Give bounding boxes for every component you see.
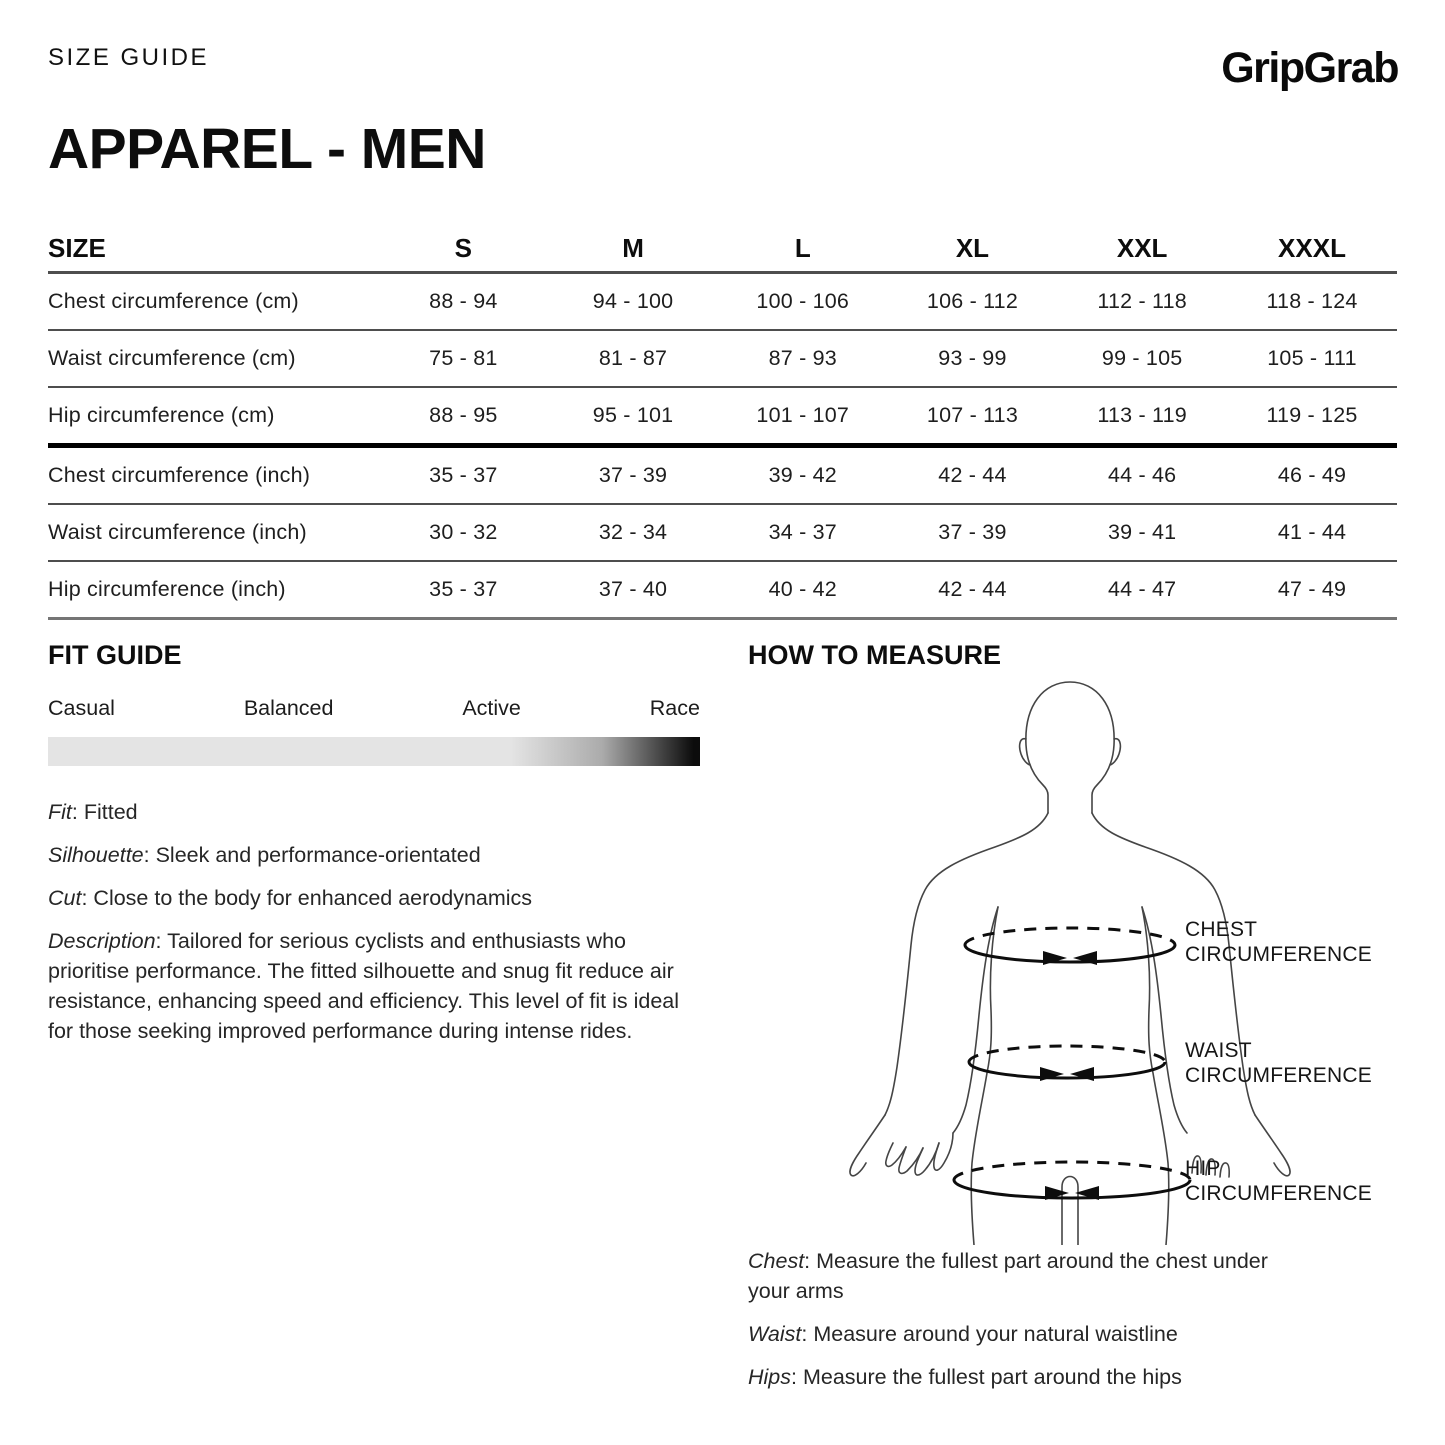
diagram-label-line: CHEST [1185,918,1258,941]
page-title: APPAREL - MEN [48,117,486,181]
attribute-text: Tailored for serious cyclists and enthusiasts who prioritise performance. The fitted silhouette and snug fit reduce air resistance, enhancing speed and efficiency. This level of fit is ideal for those seeking improved performance during intense rides. [48,929,680,1043]
fit-attribute-fit [48,797,706,827]
attribute-label: Cut [48,886,82,910]
cell-value: 88 - 94 [429,289,498,313]
instruction-label: Waist [748,1322,802,1346]
instruction-text: Measure the fullest part around the hips [802,1365,1182,1389]
table-row-waist-cm [48,330,1397,387]
page-eyebrow: SIZE GUIDE [48,44,210,71]
attribute-text: Close to the body for enhanced aerodynamics [93,886,533,910]
cell-value: 39 - 42 [768,463,837,487]
row-label: Chest circumference (cm) [48,289,299,313]
table-row-chest-inch [48,446,1397,505]
fit-scale-labels [48,696,700,721]
diagram-label-line: CIRCUMFERENCE [1185,1181,1372,1205]
cell-value: 39 - 41 [1107,520,1177,544]
fit-scale-label-active: Active [462,696,521,720]
table-row-waist-inch [48,504,1397,561]
attribute-separator: : [71,800,84,824]
cell-value: 30 - 32 [429,520,498,544]
cell-value: 106 - 112 [926,289,1018,313]
waist-ellipse-dashed-arc [969,1046,1165,1062]
attribute-text: Fitted [83,800,138,824]
fit-scale-label-casual: Casual [48,696,115,720]
instruction-hips [748,1362,1296,1392]
size-table-header-row [48,225,1397,273]
cell-value: 44 - 47 [1107,577,1177,601]
size-table-header-label: SIZE [48,232,106,263]
cell-value: 42 - 44 [938,577,1007,601]
cell-value: 107 - 113 [926,403,1018,427]
instruction-label: Hips [748,1365,792,1389]
chest-measure-ellipse [965,928,1175,965]
attribute-label: Description [48,929,156,953]
cell-value: 105 - 111 [1267,346,1357,370]
diagram-label-hip [1185,1157,1415,1206]
cell-value: 87 - 93 [768,346,837,370]
chest-ellipse-dashed-arc [965,928,1175,945]
table-row-hip-inch [48,561,1397,619]
attribute-separator: : [143,843,156,867]
cell-value: 46 - 49 [1277,463,1347,487]
cell-value: 37 - 39 [598,463,668,487]
chest-ellipse-solid-arc [965,945,1175,962]
fit-attribute-cut [48,883,706,913]
fit-attributes [48,797,706,1059]
cell-value: 35 - 37 [429,463,498,487]
instruction-separator: : [804,1249,817,1273]
cell-value: 34 - 37 [768,520,837,544]
cell-value: 40 - 42 [768,577,837,601]
cell-value: 35 - 37 [429,577,498,601]
size-column-header-m: M [622,232,644,263]
row-label: Hip circumference (inch) [48,577,286,601]
instruction-text: Measure around your natural waistline [813,1322,1178,1346]
size-column-header-xl: XL [955,232,990,263]
row-label: Hip circumference (cm) [48,403,275,427]
fit-guide-title: FIT GUIDE [48,640,182,670]
table-row-chest-cm [48,273,1397,331]
instruction-text: Measure the fullest part around the chest under your arms [748,1249,1268,1303]
attribute-label: Fit [48,800,72,824]
size-column-header-l: L [794,232,811,263]
cell-value: 37 - 39 [938,520,1007,544]
instruction-label: Chest [748,1249,805,1273]
cell-value: 32 - 34 [598,520,668,544]
row-label: Chest circumference (inch) [48,463,311,487]
attribute-separator: : [81,886,94,910]
cell-value: 112 - 118 [1097,289,1187,313]
cell-value: 44 - 46 [1107,463,1177,487]
attribute-text: Sleek and performance-orientated [155,843,481,867]
diagram-label-line: WAIST [1185,1039,1252,1062]
diagram-label-line: CIRCUMFERENCE [1185,1063,1372,1087]
cell-value: 81 - 87 [598,346,668,370]
size-column-header-xxxl: XXXL [1278,232,1346,263]
attribute-label: Silhouette [48,843,144,867]
fit-scale-label-race: Race [649,696,700,720]
fit-scale-gradient-bar [48,737,700,766]
cell-value: 41 - 44 [1277,520,1347,544]
cell-value: 113 - 119 [1097,403,1187,427]
fit-scale-label-balanced: Balanced [243,696,334,720]
diagram-label-chest [1185,918,1415,967]
instruction-separator: : [801,1322,814,1346]
cell-value: 118 - 124 [1266,289,1358,313]
brand-logo: GripGrab [1221,44,1398,92]
instruction-separator: : [791,1365,803,1389]
row-label: Waist circumference (cm) [48,346,296,370]
fit-attribute-silhouette [48,840,706,870]
cell-value: 99 - 105 [1101,346,1183,370]
cell-value: 75 - 81 [429,346,498,370]
waist-measure-ellipse [969,1046,1165,1081]
cell-value: 119 - 125 [1266,403,1358,427]
diagram-label-waist [1185,1039,1415,1088]
how-to-measure-title: HOW TO MEASURE [748,640,1002,670]
instruction-waist [748,1319,1296,1349]
cell-value: 37 - 40 [598,577,668,601]
waist-ellipse-solid-arc [969,1062,1165,1078]
cell-value: 94 - 100 [592,289,674,313]
attribute-separator: : [155,929,168,953]
size-table [48,225,1397,620]
diagram-label-line: HIP [1185,1157,1221,1180]
size-column-header-s: S [454,232,473,263]
cell-value: 42 - 44 [938,463,1007,487]
hip-measure-ellipse [954,1162,1190,1200]
cell-value: 47 - 49 [1277,577,1347,601]
table-row-hip-cm [48,387,1397,446]
size-column-header-xxl: XXL [1116,232,1168,263]
diagram-label-line: CIRCUMFERENCE [1185,942,1372,966]
cell-value: 88 - 95 [429,403,498,427]
row-label: Waist circumference (inch) [48,520,307,544]
instruction-chest [748,1246,1296,1306]
cell-value: 100 - 106 [756,289,850,313]
fit-attribute-description [48,926,706,1046]
hip-ellipse-solid-arc [954,1180,1190,1198]
cell-value: 95 - 101 [592,403,674,427]
cell-value: 93 - 99 [938,346,1007,370]
cell-value: 101 - 107 [756,403,850,427]
measuring-instructions [748,1246,1296,1405]
